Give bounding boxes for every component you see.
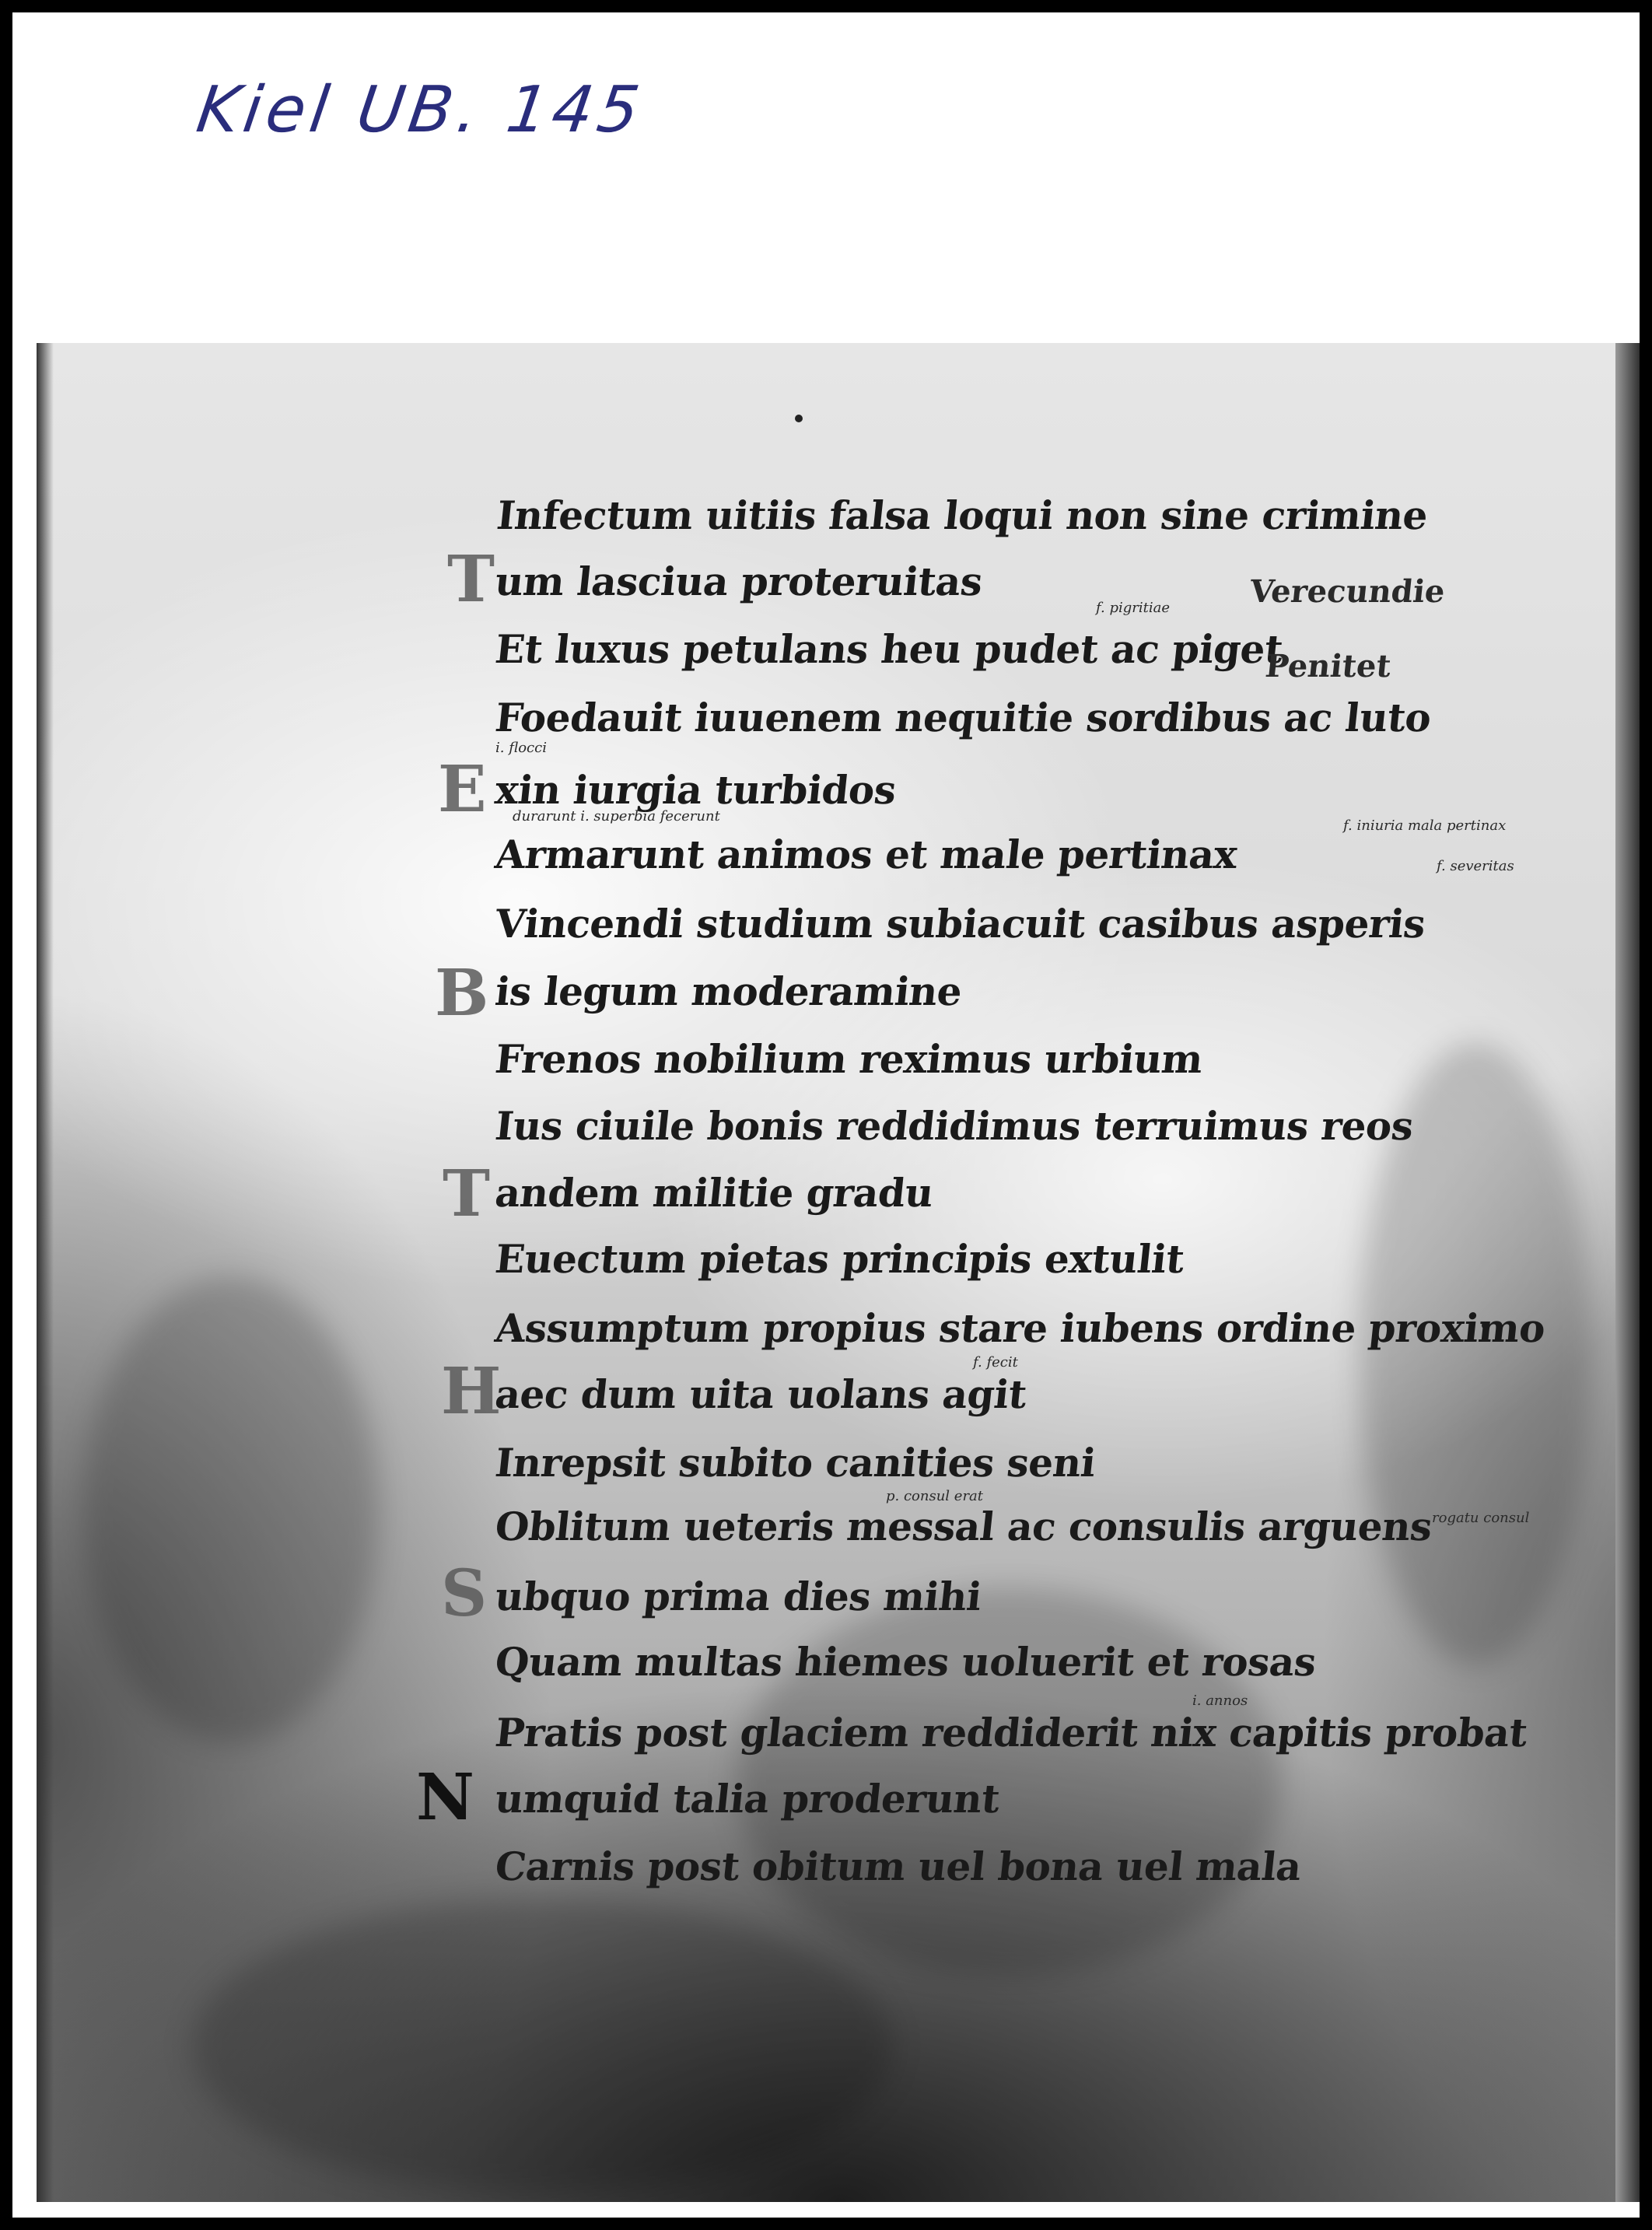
- text-line: Oblitum ueteris messal ac consulis arguens: [492, 1504, 1434, 1549]
- text-line: andem militie gradu: [492, 1170, 936, 1216]
- text-line: Foedauit iuuenem nequitie sordibus ac luto: [492, 695, 1433, 740]
- initial-letter: T: [447, 542, 495, 617]
- manuscript-photo: [37, 343, 1640, 2202]
- text-line: Inrepsit subito canities seni: [492, 1440, 1098, 1486]
- text-line: umquid talia proderunt: [492, 1776, 1002, 1822]
- initial-letter: H: [441, 1354, 502, 1429]
- margin-note: Penitet: [1263, 648, 1393, 684]
- text-line: xin iurgia turbidos: [492, 767, 898, 813]
- interlinear-gloss: i. annos: [1192, 1693, 1248, 1709]
- initial-letter: N: [416, 1760, 474, 1835]
- margin-note: Verecundie: [1248, 573, 1447, 610]
- text-line: Quam multas hiemes uoluerit et rosas: [492, 1639, 1318, 1685]
- shelfmark-note: Kiel UB. 145: [192, 73, 649, 147]
- text-line: Et luxus petulans heu pudet ac piget: [492, 626, 1285, 672]
- interlinear-gloss: i. flocci: [495, 740, 547, 756]
- text-line: is legum moderamine: [492, 968, 964, 1014]
- text-line: Infectum uitiis falsa loqui non sine crimine: [494, 492, 1430, 538]
- interlinear-gloss: f. iniuria mala pertinax: [1343, 817, 1507, 834]
- text-line: Frenos nobilium reximus urbium: [492, 1036, 1206, 1082]
- text-line: Armarunt animos et male pertinax: [492, 831, 1240, 877]
- text-line: Vincendi studium subiacuit casibus asperis: [492, 901, 1428, 947]
- ink-dot: [795, 415, 803, 422]
- interlinear-gloss: rogatu consul: [1432, 1510, 1530, 1526]
- interlinear-gloss: durarunt i. superbia fecerunt: [513, 808, 720, 824]
- text-line: Pratis post glaciem reddiderit nix capitis probat: [492, 1710, 1530, 1756]
- initial-letter: E: [438, 752, 487, 827]
- interlinear-gloss: f. severitas: [1437, 858, 1514, 874]
- initial-letter: B: [435, 956, 489, 1031]
- text-line: aec dum uita uolans agit: [492, 1371, 1029, 1417]
- text-line: um lasciua proteruitas: [492, 558, 985, 604]
- text-line: ubquo prima dies mihi: [492, 1574, 984, 1619]
- manuscript-text: [37, 343, 1640, 2202]
- initial-letter: S: [441, 1556, 488, 1631]
- initial-letter: T: [443, 1157, 491, 1231]
- text-line: Carnis post obitum uel bona uel mala: [492, 1843, 1304, 1889]
- interlinear-gloss: p. consul erat: [886, 1488, 984, 1504]
- text-line: Assumptum propius stare iubens ordine proximo: [492, 1305, 1548, 1351]
- text-line: Ius ciuile bonis reddidimus terruimus reos: [492, 1103, 1416, 1149]
- interlinear-gloss: f. pigritiae: [1096, 600, 1171, 616]
- page-sheet: [12, 12, 1640, 2218]
- interlinear-gloss: f. fecit: [973, 1354, 1018, 1371]
- text-line: Euectum pietas principis extulit: [492, 1236, 1187, 1282]
